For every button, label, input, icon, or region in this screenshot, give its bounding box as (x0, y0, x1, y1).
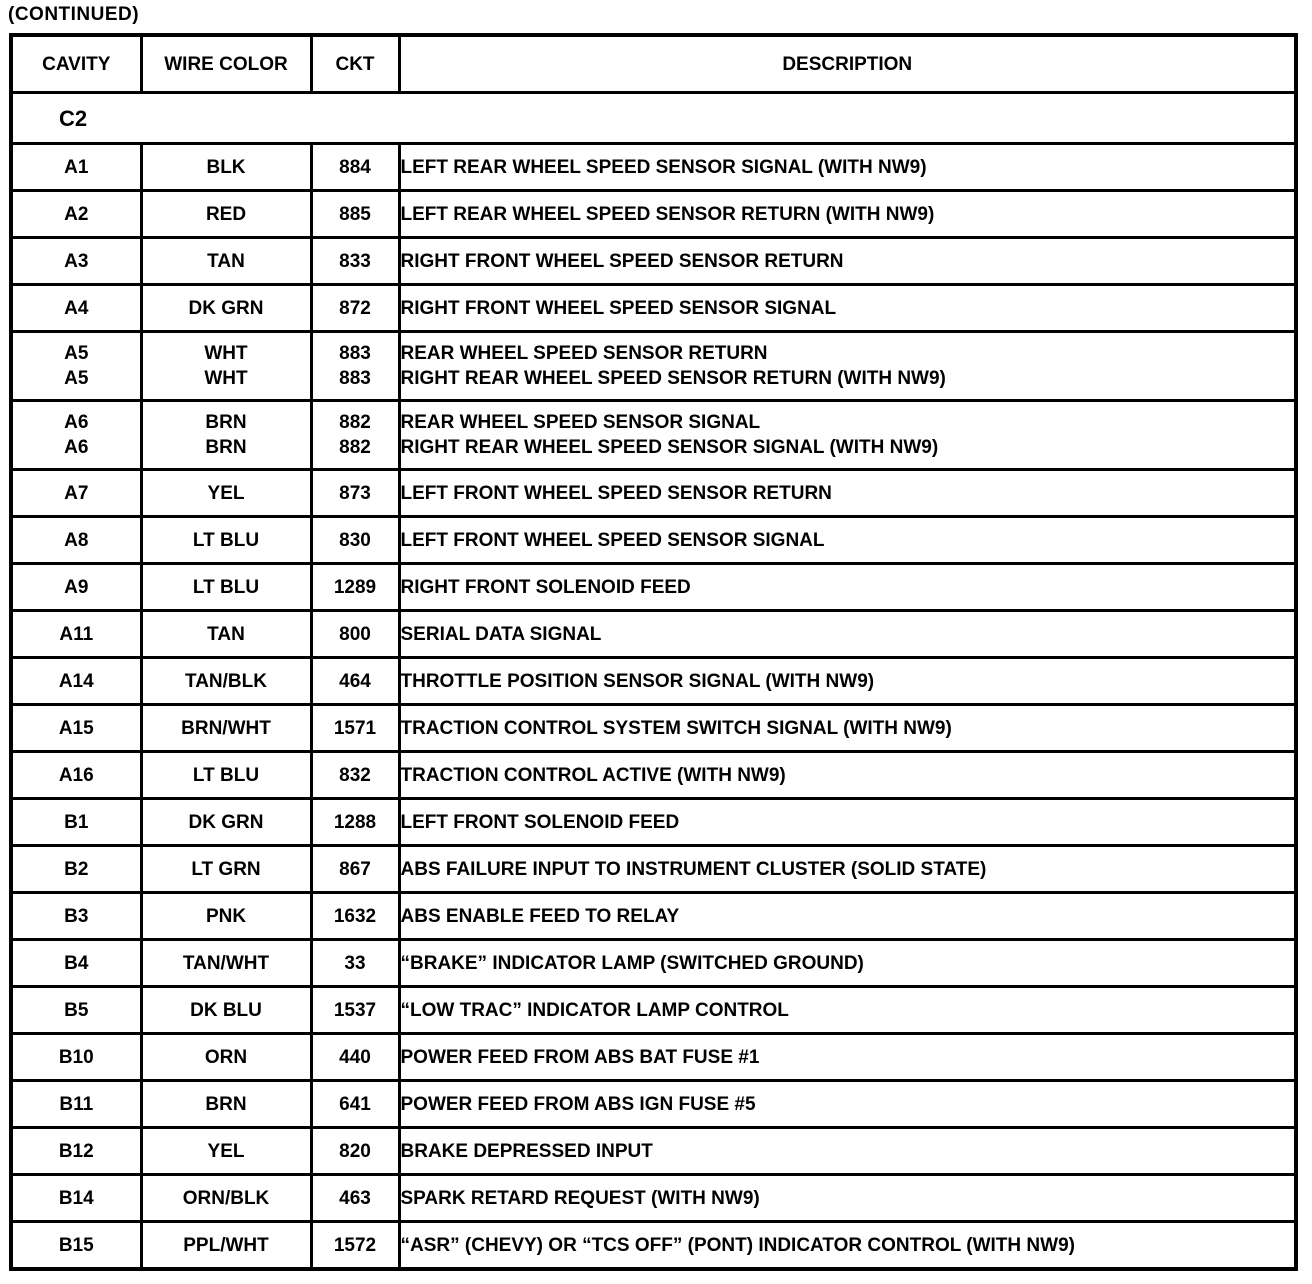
description-cell (399, 285, 1296, 332)
description-cell (399, 705, 1296, 752)
table-body (11, 93, 1296, 1270)
wire-color-cell (141, 1081, 311, 1128)
description-cell-text: LEFT REAR WHEEL SPEED SENSOR RETURN (WITH NW9) (400, 203, 935, 225)
description-cell-text: “LOW TRAC” INDICATOR LAMP CONTROL (400, 999, 789, 1021)
cavity-cell-text: A1 (64, 156, 89, 178)
table-row (11, 470, 1296, 517)
wire-color-cell-text: TAN/BLK (185, 670, 267, 692)
description-cell-text: RIGHT FRONT WHEEL SPEED SENSOR RETURN (400, 250, 844, 272)
table-row (11, 332, 1296, 401)
cavity-cell (11, 987, 141, 1034)
description-cell-text: “BRAKE” INDICATOR LAMP (SWITCHED GROUND) (400, 952, 864, 974)
cavity-cell-text: B15 (58, 1234, 94, 1256)
ckt-cell-text: 885 (339, 203, 371, 225)
ckt-cell (311, 564, 399, 611)
ckt-cell-text: 883 (339, 368, 371, 389)
table-row (11, 799, 1296, 846)
cavity-cell-text: A2 (64, 203, 89, 225)
ckt-cell (311, 332, 399, 401)
wire-color-cell-text: DK GRN (188, 811, 264, 833)
description-cell-text: POWER FEED FROM ABS IGN FUSE #5 (400, 1093, 756, 1115)
table-row (11, 1081, 1296, 1128)
table-row (11, 1175, 1296, 1222)
wire-color-cell-text: YEL (207, 1140, 245, 1162)
ckt-cell-text: 833 (339, 250, 371, 272)
description-cell (399, 1081, 1296, 1128)
cavity-cell (11, 846, 141, 893)
wire-color-cell (141, 517, 311, 564)
cavity-cell (11, 332, 141, 401)
wire-color-cell (141, 1175, 311, 1222)
ckt-cell-text: 1288 (333, 811, 377, 833)
wire-color-cell-text: ORN (204, 1046, 248, 1068)
description-cell-text: SERIAL DATA SIGNAL (400, 623, 602, 645)
cavity-cell (11, 191, 141, 238)
description-cell (399, 1222, 1296, 1270)
cavity-cell (11, 144, 141, 191)
ckt-cell (311, 987, 399, 1034)
wire-color-cell-text: WHT (204, 343, 248, 364)
ckt-cell-text: 1572 (333, 1234, 377, 1256)
ckt-cell (311, 940, 399, 987)
ckt-cell (311, 1128, 399, 1175)
ckt-cell-text: 641 (339, 1093, 371, 1115)
description-cell-text: RIGHT FRONT SOLENOID FEED (400, 576, 691, 598)
description-cell-text: RIGHT REAR WHEEL SPEED SENSOR RETURN (WITH NW9) (400, 368, 946, 389)
description-cell-text: LEFT FRONT SOLENOID FEED (400, 811, 680, 833)
ckt-cell-text: 867 (339, 858, 371, 880)
ckt-cell (311, 1034, 399, 1081)
description-cell-text: POWER FEED FROM ABS BAT FUSE #1 (400, 1046, 760, 1068)
description-cell-text: TRACTION CONTROL SYSTEM SWITCH SIGNAL (WITH NW9) (400, 717, 952, 739)
wire-color-cell (141, 191, 311, 238)
table-row (11, 517, 1296, 564)
table-header-row (11, 35, 1296, 93)
wire-color-cell (141, 144, 311, 191)
cavity-cell-text: A3 (64, 250, 89, 272)
description-cell-text: LEFT FRONT WHEEL SPEED SENSOR SIGNAL (400, 529, 825, 551)
description-cell (399, 191, 1296, 238)
wire-color-cell (141, 752, 311, 799)
wire-color-cell (141, 332, 311, 401)
wire-color-cell (141, 564, 311, 611)
wire-color-cell (141, 987, 311, 1034)
cavity-cell-text: B2 (64, 858, 89, 880)
wire-color-cell-text: DK BLU (190, 999, 262, 1021)
cavity-cell (11, 517, 141, 564)
ckt-cell-text: 832 (339, 764, 371, 786)
table-row (11, 1222, 1296, 1270)
wire-color-cell (141, 658, 311, 705)
ckt-cell (311, 846, 399, 893)
table-row (11, 144, 1296, 191)
cavity-cell-text: A7 (64, 482, 89, 504)
description-cell-text: REAR WHEEL SPEED SENSOR RETURN (400, 343, 768, 364)
description-cell-text: TRACTION CONTROL ACTIVE (WITH NW9) (400, 764, 786, 786)
cavity-cell (11, 401, 141, 470)
table-row (11, 1128, 1296, 1175)
description-cell (399, 658, 1296, 705)
cavity-cell (11, 285, 141, 332)
ckt-cell-text: 872 (339, 297, 371, 319)
connector-pinout-table (9, 33, 1298, 1271)
cavity-cell (11, 893, 141, 940)
ckt-cell (311, 893, 399, 940)
wire-color-cell (141, 705, 311, 752)
wire-color-cell-text: LT BLU (192, 764, 260, 786)
ckt-cell-text: 1632 (333, 905, 377, 927)
ckt-cell (311, 705, 399, 752)
ckt-cell-text: 440 (339, 1046, 371, 1068)
column-header-wire-color: WIRE COLOR (141, 35, 311, 93)
continued-note: (CONTINUED) (8, 4, 140, 25)
ckt-cell-text: 463 (339, 1187, 371, 1209)
wire-color-cell-text: LT BLU (192, 576, 260, 598)
wire-color-cell (141, 846, 311, 893)
wire-color-cell-text: BRN (205, 412, 247, 433)
wire-color-cell (141, 1222, 311, 1270)
cavity-cell (11, 705, 141, 752)
ckt-cell-text: 883 (339, 343, 371, 364)
cavity-cell-text: A16 (58, 764, 94, 786)
ckt-cell (311, 517, 399, 564)
wire-color-cell (141, 940, 311, 987)
description-cell-text: THROTTLE POSITION SENSOR SIGNAL (WITH NW9) (400, 670, 875, 692)
cavity-cell-text: A8 (64, 529, 89, 551)
ckt-cell (311, 658, 399, 705)
cavity-cell (11, 940, 141, 987)
description-cell (399, 517, 1296, 564)
wire-color-cell (141, 285, 311, 332)
cavity-cell (11, 1222, 141, 1270)
ckt-cell (311, 238, 399, 285)
description-cell (399, 611, 1296, 658)
cavity-cell-text: B12 (58, 1140, 94, 1162)
table-row (11, 564, 1296, 611)
cavity-cell (11, 564, 141, 611)
table-row (11, 752, 1296, 799)
wire-color-cell-text: TAN/WHT (182, 952, 270, 974)
ckt-cell (311, 799, 399, 846)
connector-label: C2 (11, 93, 1296, 144)
wire-color-cell-text: DK GRN (188, 297, 264, 319)
wire-color-cell-text: LT GRN (191, 858, 261, 880)
ckt-cell-text: 882 (339, 412, 371, 433)
description-cell (399, 470, 1296, 517)
cavity-cell-text: A6 (64, 412, 89, 433)
column-header-ckt: CKT (311, 35, 399, 93)
ckt-cell-text: 800 (339, 623, 371, 645)
cavity-cell-text: A6 (64, 437, 89, 458)
cavity-cell (11, 658, 141, 705)
table-row (11, 1034, 1296, 1081)
table-row (11, 987, 1296, 1034)
wire-color-cell (141, 470, 311, 517)
description-cell (399, 1175, 1296, 1222)
table-row (11, 846, 1296, 893)
description-cell (399, 987, 1296, 1034)
description-cell-text: “ASR” (CHEVY) OR “TCS OFF” (PONT) INDICATOR CONTROL (WITH NW9) (400, 1234, 1075, 1256)
column-header-cavity: CAVITY (11, 35, 141, 93)
cavity-cell-text: A14 (58, 670, 94, 692)
cavity-cell-text: A11 (59, 623, 94, 645)
ckt-cell-text: 1289 (333, 576, 377, 598)
description-cell-text: ABS ENABLE FEED TO RELAY (400, 905, 680, 927)
wire-color-cell (141, 1128, 311, 1175)
description-cell-text: ABS FAILURE INPUT TO INSTRUMENT CLUSTER (SOLID STATE) (400, 858, 987, 880)
table-row (11, 285, 1296, 332)
description-cell (399, 144, 1296, 191)
description-cell (399, 893, 1296, 940)
description-cell (399, 332, 1296, 401)
wire-color-cell (141, 1034, 311, 1081)
description-cell (399, 752, 1296, 799)
cavity-cell-text: B4 (64, 952, 89, 974)
cavity-cell (11, 238, 141, 285)
ckt-cell-text: 820 (339, 1140, 371, 1162)
cavity-cell (11, 611, 141, 658)
cavity-cell (11, 1128, 141, 1175)
table-row (11, 658, 1296, 705)
wire-color-cell-text: TAN (207, 250, 245, 272)
table-row (11, 940, 1296, 987)
cavity-cell-text: A5 (64, 343, 89, 364)
column-header-description: DESCRIPTION (399, 35, 1296, 93)
description-cell-text: BRAKE DEPRESSED INPUT (400, 1140, 653, 1162)
cavity-cell (11, 1175, 141, 1222)
ckt-cell-text: 830 (339, 529, 371, 551)
description-cell-text: RIGHT FRONT WHEEL SPEED SENSOR SIGNAL (400, 297, 837, 319)
ckt-cell-text: 882 (339, 437, 371, 458)
description-cell (399, 940, 1296, 987)
ckt-cell-text: 1571 (333, 717, 377, 739)
ckt-cell-text: 873 (339, 482, 371, 504)
ckt-cell (311, 470, 399, 517)
ckt-cell-text: 33 (344, 952, 366, 974)
description-cell (399, 799, 1296, 846)
description-cell (399, 564, 1296, 611)
cavity-cell (11, 799, 141, 846)
wire-color-cell (141, 401, 311, 470)
cavity-cell-text: B1 (64, 811, 89, 833)
ckt-cell (311, 1175, 399, 1222)
wire-color-cell-text: BLK (206, 156, 246, 178)
wire-color-cell-text: PPL/WHT (183, 1234, 269, 1256)
cavity-cell-text: A9 (64, 576, 89, 598)
cavity-cell (11, 1034, 141, 1081)
cavity-cell-text: A4 (64, 297, 89, 319)
ckt-cell-text: 884 (339, 156, 371, 178)
cavity-cell-text: B11 (59, 1093, 94, 1115)
wire-color-cell (141, 238, 311, 285)
cavity-cell (11, 752, 141, 799)
description-cell-text: LEFT REAR WHEEL SPEED SENSOR SIGNAL (WITH NW9) (400, 156, 927, 178)
ckt-cell (311, 191, 399, 238)
description-cell (399, 846, 1296, 893)
wire-color-cell-text: RED (205, 203, 247, 225)
cavity-cell (11, 1081, 141, 1128)
ckt-cell (311, 1222, 399, 1270)
ckt-cell (311, 285, 399, 332)
ckt-cell-text: 464 (339, 670, 371, 692)
cavity-cell (11, 470, 141, 517)
ckt-cell (311, 144, 399, 191)
cavity-cell-text: B14 (58, 1187, 94, 1209)
table-row (11, 611, 1296, 658)
ckt-cell-text: 1537 (333, 999, 377, 1021)
wire-color-cell-text: YEL (207, 482, 245, 504)
wire-color-cell-text: TAN (207, 623, 245, 645)
wire-color-cell-text: LT BLU (192, 529, 260, 551)
wire-color-cell-text: WHT (204, 368, 248, 389)
wire-color-cell (141, 799, 311, 846)
table-row (11, 191, 1296, 238)
description-cell-text: LEFT FRONT WHEEL SPEED SENSOR RETURN (400, 482, 832, 504)
ckt-cell (311, 1081, 399, 1128)
cavity-cell-text: A15 (58, 717, 94, 739)
wire-color-cell-text: BRN (205, 437, 247, 458)
description-cell-text: SPARK RETARD REQUEST (WITH NW9) (400, 1187, 760, 1209)
cavity-cell-text: A5 (64, 368, 89, 389)
ckt-cell (311, 611, 399, 658)
connector-row (11, 93, 1296, 144)
description-cell (399, 1034, 1296, 1081)
wire-color-cell-text: ORN/BLK (182, 1187, 270, 1209)
table-row (11, 705, 1296, 752)
wire-color-cell-text: BRN (205, 1093, 247, 1115)
table-row (11, 893, 1296, 940)
wire-color-cell-text: BRN/WHT (181, 717, 271, 739)
description-cell (399, 401, 1296, 470)
wire-color-cell (141, 893, 311, 940)
description-cell-text: RIGHT REAR WHEEL SPEED SENSOR SIGNAL (WITH NW9) (400, 437, 939, 458)
description-cell (399, 238, 1296, 285)
wire-color-cell-text: PNK (205, 905, 247, 927)
ckt-cell (311, 752, 399, 799)
cavity-cell-text: B5 (64, 999, 89, 1021)
wire-color-cell (141, 611, 311, 658)
table-row (11, 238, 1296, 285)
description-cell (399, 1128, 1296, 1175)
ckt-cell (311, 401, 399, 470)
description-cell-text: REAR WHEEL SPEED SENSOR SIGNAL (400, 412, 761, 433)
cavity-cell-text: B3 (64, 905, 89, 927)
cavity-cell-text: B10 (58, 1046, 94, 1068)
table-row (11, 401, 1296, 470)
